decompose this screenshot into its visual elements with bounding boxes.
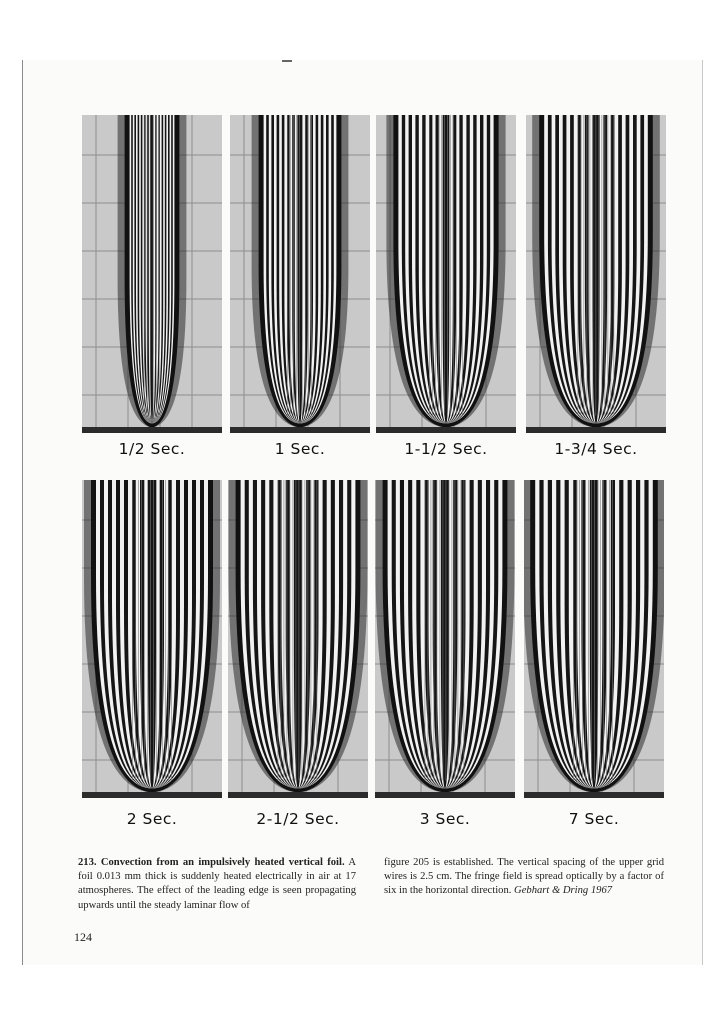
frame-label: 1/2 Sec. [118, 440, 186, 458]
fringe-pattern [526, 115, 666, 433]
caption-credit: Gebhart & Dring 1967 [514, 885, 613, 897]
frame-label: 1 Sec. [274, 440, 326, 458]
interferogram-photo [375, 480, 515, 798]
interferogram-photo [230, 115, 370, 433]
fringe-pattern [82, 115, 222, 433]
caption-heading: 213. Convection from an impulsively heated vertical foil. [78, 857, 345, 868]
frame-label: 1-3/4 Sec. [554, 440, 638, 458]
page-edge-left [22, 60, 23, 965]
page-number: 124 [74, 930, 92, 944]
frame-label: 2 Sec. [126, 810, 178, 828]
frame-label: 2-1/2 Sec. [256, 810, 340, 828]
fringe-pattern [228, 480, 368, 798]
interferogram-photo [228, 480, 368, 798]
fringe-pattern [375, 480, 515, 798]
interferogram-photo [526, 115, 666, 433]
fringe-pattern [82, 480, 222, 798]
fringe-pattern [524, 480, 664, 798]
interferogram-photo [82, 480, 222, 798]
caption-text-left: A foil 0.013 mm thick is suddenly heated electrically in air at 17 atmospheres. The effect of the leading edge is seen propagating upwards until the steady laminar flow of [78, 857, 356, 911]
interferogram-photo [524, 480, 664, 798]
frame-label: 7 Sec. [568, 810, 620, 828]
interferogram-photo [82, 115, 222, 433]
caption-text-right: figure 205 is established. The vertical spacing of the upper grid wires is 2.5 cm. The fringe field is spread optically by a factor of six in the horizontal direction. [384, 857, 664, 897]
page-edge-right [702, 60, 703, 965]
print-mark [282, 60, 292, 62]
interferogram-photo [376, 115, 516, 433]
figure-caption-left [78, 856, 356, 913]
frame-label: 3 Sec. [419, 810, 471, 828]
fringe-pattern [376, 115, 516, 433]
fringe-pattern [230, 115, 370, 433]
frame-label: 1-1/2 Sec. [404, 440, 488, 458]
figure-caption-right [384, 856, 664, 899]
